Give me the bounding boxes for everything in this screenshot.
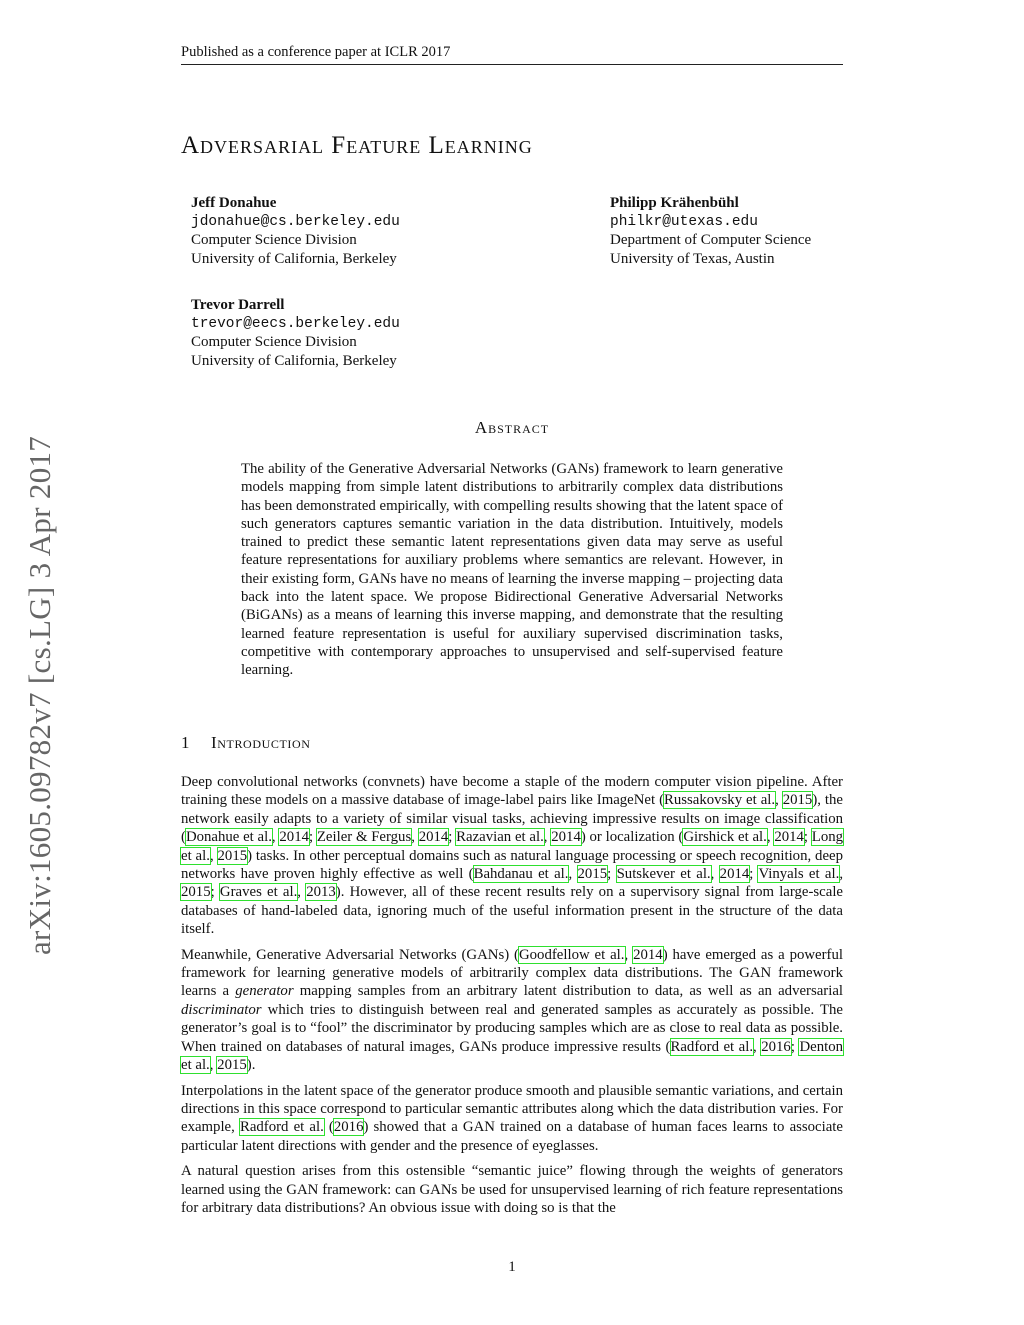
citation-link[interactable]: 2015	[217, 847, 248, 864]
citation-link[interactable]: Denton et al.	[181, 1038, 843, 1074]
citation-link[interactable]: 2016	[333, 1119, 364, 1136]
citation-link[interactable]: 2014	[279, 829, 309, 846]
paragraph: Meanwhile, Generative Adversarial Networks (GANs) (Goodfellow et al., 2014) have emerged as a powerful framework for learning generative models of arbitrarily complex data distributions. The GAN framework learns a generator mapping samples from an arbitrary latent distribution to data, as well as an adversarial discriminator which tries to distinguish between real and generated samples as accurately as possible. The generator’s goal is to “fool” the discriminator by producing samples which are as close to real data as possible. When trained on databases of natural images, GANs produce impressive results (Radford et al., 2016; Denton et al., 2015).	[181, 946, 843, 1074]
citation-link[interactable]: Long et al.	[181, 829, 844, 864]
author-department: Computer Science Division	[191, 334, 357, 350]
citation-link[interactable]: Sutskever et al.	[616, 866, 711, 883]
abstract-heading: Abstract	[474, 418, 550, 437]
emphasis: discriminator	[181, 1001, 262, 1018]
author-institution: University of Texas, Austin	[610, 250, 775, 267]
citation-link[interactable]: Graves et al.	[219, 884, 298, 901]
abstract-text: The ability of the Generative Adversarial Networks (GANs) framework to learn generative models mapping from simple latent distributions to arbitrarily complex data distributions has been demonstrated empirically, with compelling results showing that the latent space of such generators captures semantic variation in the data distribution. Intuitively, models trained to predict these semantic latent representations given data may serve as useful feature representations for auxiliary problems where semantics are relevant. However, in their existing form, GANs have no means of learning the inverse mapping – projecting data back into the latent space. We propose Bidirectional Generative Adversarial Networks (BiGANs) as a means of learning this inverse mapping, and demonstrate that the resulting learned feature representation is useful for auxiliary supervised discrimination tasks, competitive with contemporary approaches to unsupervised and self-supervised feature learning.	[241, 461, 783, 679]
author-department: Computer Science Division	[191, 232, 357, 248]
emphasis: generator	[235, 983, 294, 1000]
citation-link[interactable]: 2013	[306, 884, 336, 901]
citation-link[interactable]: Zeiler & Fergus	[316, 829, 412, 846]
citation-link[interactable]: Radford et al.	[670, 1038, 754, 1055]
section-heading	[181, 733, 311, 753]
paper-title: Adversarial Feature Learning	[181, 132, 533, 159]
citation-link[interactable]: Donahue et al.	[185, 829, 272, 846]
author-institution: University of California, Berkeley	[191, 250, 397, 267]
paragraph: A natural question arises from this ostensible “semantic juice” flowing through the weights of generators learned using the GAN framework: can GANs be used for unsupervised learning of rich feature representations for arbitrary data distributions? An obvious issue with doing so is that the	[181, 1163, 843, 1216]
citation-link[interactable]: 2014	[633, 946, 663, 963]
paragraph: Deep convolutional networks (convnets) have become a staple of the modern computer vision pipeline. After training these models on a massive database of image-label pairs like ImageNet (Russakovsky et al., 2015), the network easily adapts to a variety of similar visual tasks, achieving impressive results on image classification (Donahue et al., 2014; Zeiler & Fergus, 2014; Razavian et al., 2014) or localization (Girshick et al., 2014; Long et al., 2015) tasks. In other perceptual domains such as natural language processing or speech recognition, deep networks have proven highly effective as well (Bahdanau et al., 2015; Sutskever et al., 2014; Vinyals et al., 2015; Graves et al., 2013). However, all of these recent results rely on a supervisory signal from large-scale databases of hand-labeled data, ignoring much of the useful information present in the structure of the data itself.	[181, 774, 844, 938]
author-name: Jeff Donahue	[191, 195, 277, 211]
section-title: Introduction	[211, 733, 311, 752]
author-block	[610, 194, 811, 268]
author-email[interactable]: jdonahue@cs.berkeley.edu	[191, 213, 400, 230]
citation-link[interactable]: 2014	[551, 829, 581, 846]
citation-link[interactable]: 2014	[418, 829, 449, 846]
author-email[interactable]: trevor@eecs.berkeley.edu	[191, 315, 400, 332]
arxiv-identifier: arXiv:1605.09782v7 [cs.LG] 3 Apr 2017	[22, 435, 57, 955]
citation-link[interactable]: 2014	[719, 866, 750, 883]
page-number: 1	[508, 1259, 516, 1275]
citation-link[interactable]: 2015	[577, 866, 608, 883]
author-institution: University of California, Berkeley	[191, 352, 397, 369]
citation-link[interactable]: Razavian et al.	[456, 829, 544, 846]
citation-link[interactable]: 2016	[761, 1038, 791, 1055]
author-name: Philipp Krähenbühl	[610, 195, 739, 211]
introduction-body	[181, 773, 843, 1224]
citation-link[interactable]: Girshick et al.	[683, 829, 767, 846]
citation-link[interactable]: Vinyals et al.	[758, 866, 840, 883]
paragraph: Interpolations in the latent space of the generator produce smooth and plausible semantic variations, and certain directions in this space correspond to particular semantic attributes along which the data distribution varies. For example, Radford et al. (2016) showed that a GAN trained on a database of human faces learns to associate particular latent directions with gender and the presence of eyeglasses.	[181, 1082, 843, 1154]
citation-link[interactable]: Goodfellow et al.	[518, 946, 625, 963]
author-block	[191, 194, 400, 268]
author-block	[191, 296, 400, 370]
citation-link[interactable]: 2015	[782, 792, 813, 809]
citation-link[interactable]: Russakovsky et al.	[664, 792, 776, 809]
citation-link[interactable]: Bahdanau et al.	[473, 866, 569, 883]
author-name: Trevor Darrell	[191, 297, 285, 313]
citation-link[interactable]: 2014	[774, 829, 804, 846]
running-header: Published as a conference paper at ICLR 2017	[181, 44, 843, 65]
citation-link[interactable]: Radford et al.	[239, 1119, 324, 1136]
citation-link[interactable]: 2015	[181, 884, 211, 901]
author-email[interactable]: philkr@utexas.edu	[610, 213, 758, 230]
citation-link[interactable]: 2015	[217, 1057, 247, 1074]
author-department: Department of Computer Science	[610, 232, 812, 248]
section-number: 1	[181, 733, 191, 752]
